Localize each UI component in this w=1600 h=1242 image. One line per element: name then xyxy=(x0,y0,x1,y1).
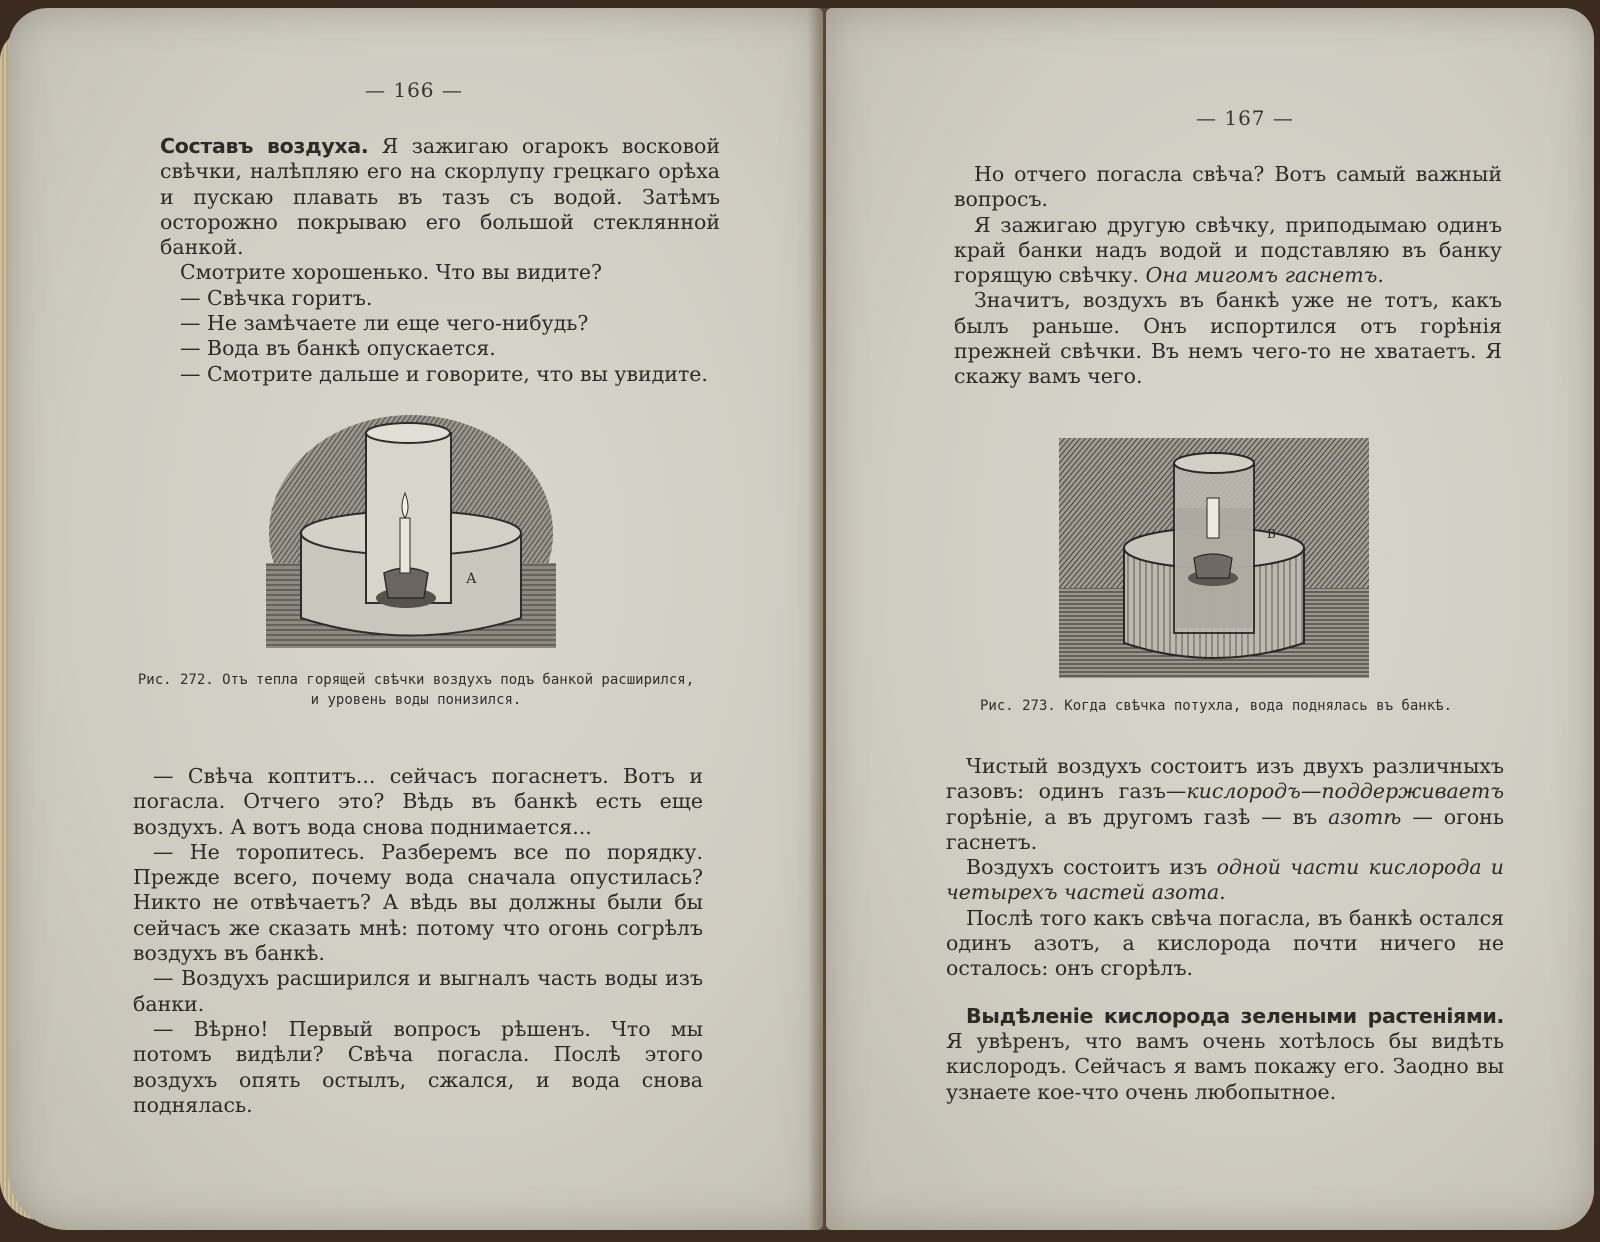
figure-label-a: А xyxy=(466,571,477,587)
figure-273-illustration xyxy=(1059,438,1369,678)
left-page xyxy=(8,8,823,1230)
line: — Смотрите дальше и говорите, что вы увидите. xyxy=(180,361,708,386)
line: — Не торопитесь. Разберемъ все по порядку. Прежде всего, почему вода сначала опустилась? Никто не отвѣчаетъ? А вѣдь вы должны были бы сейчасъ же сказать мнѣ: потому что огонь согрѣлъ воздухъ въ банкѣ. xyxy=(133,839,703,966)
line: — Воздухъ расширился и выгналъ часть воды изъ банки. xyxy=(133,966,703,1016)
figure-273-svg xyxy=(1059,438,1369,678)
line: — Свѣча коптитъ... сейчасъ погаснетъ. Вотъ и погасла. Отчего это? Вѣдь въ банкѣ есть еще воздухъ. А вотъ вода снова поднимается... xyxy=(133,764,703,839)
paragraph: Но отчего погасла свѣча? Вотъ самый важный вопросъ. xyxy=(954,162,1502,212)
section-heading-air: Составъ воздуха. xyxy=(160,134,369,158)
section-heading-oxygen: Выдѣленіе кислорода зелеными растеніями. xyxy=(966,1003,1504,1028)
line: — Не замѣчаете ли еще чего-нибудь? xyxy=(180,311,589,336)
paragraph-composition: Составъ воздуха. Я зажигаю огарокъ восковой свѣчки, налѣпляю его на скорлупу грецкаго орѣха и пускаю плавать въ тазъ съ водой. Затѣмъ осторожно покрываю его большой стеклянной банкой. xyxy=(160,134,720,260)
figure-label-b: В xyxy=(1267,527,1276,541)
paragraph-plants: Выдѣленіе кислорода зелеными растеніями. Я увѣренъ, что вамъ очень хотѣлось бы видѣть кислородъ. Сейчасъ я вамъ покажу его. Заодно вы узнаете кое-что очень любопытное. xyxy=(946,1003,1504,1104)
line: Смотрите хорошенько. Что вы видите? xyxy=(180,260,603,285)
right-page xyxy=(826,8,1594,1230)
page-number-166: — 166 — xyxy=(365,78,463,102)
line: — Вода въ банкѣ опускается. xyxy=(180,336,496,361)
paragraph: Я зажигаю другую свѣчку, приподымаю одинъ край банки надъ водой и подставляю въ банку горящую свѣчку. Она мигомъ гаснетъ. xyxy=(954,212,1502,288)
line: — Свѣчка горитъ. xyxy=(180,285,373,310)
right-text-bottom xyxy=(946,754,1504,1105)
paragraph: Чистый воздухъ состоитъ изъ двухъ различныхъ газовъ: одинъ газъ—кислородъ—поддерживаетъ горѣніе, а въ другомъ газѣ — въ азотѣ — огонь гаснетъ. xyxy=(946,754,1504,854)
figure-273-caption: Рис. 273. Когда свѣчка потухла, вода поднялась въ банкѣ. xyxy=(979,698,1452,714)
right-text-top xyxy=(954,162,1502,390)
paragraph: Значитъ, воздухъ въ банкѣ уже не тотъ, какъ былъ раньше. Онъ испортился отъ горѣнія прежней свѣчки. Въ немъ чего-то не хватаетъ. Я скажу вамъ чего. xyxy=(954,288,1502,389)
figure-272-illustration xyxy=(266,413,556,648)
figure-272-svg xyxy=(266,413,556,648)
page-number-167: — 167 — xyxy=(1196,106,1294,130)
line: — Вѣрно! Первый вопросъ рѣшенъ. Что мы потомъ видѣли? Свѣча погасла. Послѣ этого воздухъ опять остылъ, сжался, и вода снова поднялась. xyxy=(133,1016,703,1117)
left-text-top xyxy=(160,134,720,387)
paragraph: Послѣ того какъ свѣча погасла, въ банкѣ остался одинъ азотъ, а кислорода почти ничего не осталось: онъ сгорѣлъ. xyxy=(946,905,1504,981)
left-text-bottom xyxy=(133,764,703,1118)
figure-272-caption: Рис. 272. Отъ тепла горящей свѣчки воздухъ подъ банкой расширился, и уровень воды понизился. xyxy=(137,672,695,708)
paragraph: Воздухъ состоитъ изъ одной части кислорода и четырехъ частей азота. xyxy=(946,855,1504,905)
